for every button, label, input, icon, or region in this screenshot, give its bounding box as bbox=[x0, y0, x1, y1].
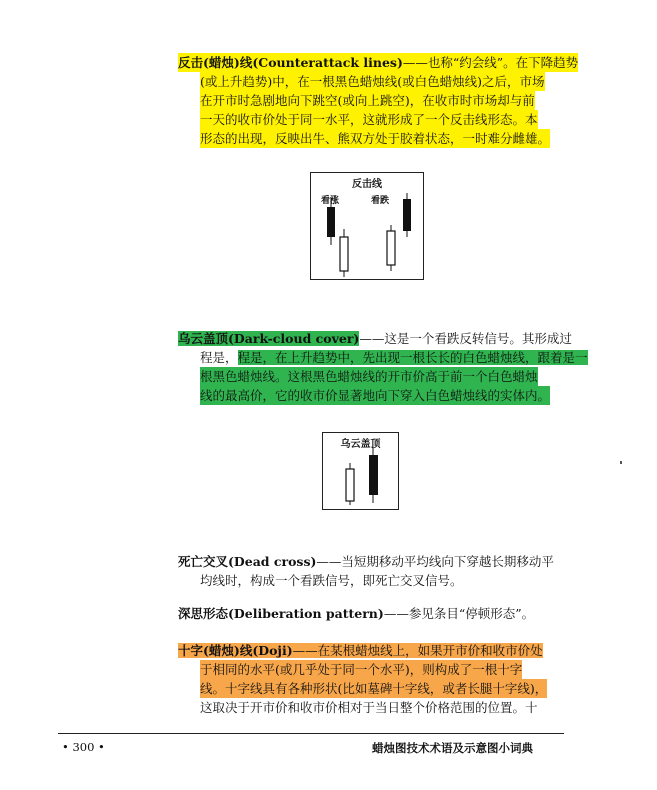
entry-line: 在开市时急剧地向下跳空(或向上跳空)，在收市时市场却与前 bbox=[200, 93, 535, 108]
candle-white-body bbox=[340, 237, 348, 271]
scan-speck bbox=[620, 461, 622, 464]
figure-title: 乌云盖顶 bbox=[340, 439, 381, 450]
entry-line: 一天的收市价处于同一水平，这就形成了一个反击线形态。本 bbox=[200, 112, 538, 127]
entry-line: 均线时，构成一个看跌信号，即死亡交叉信号。 bbox=[200, 573, 463, 588]
candle-black-body bbox=[369, 455, 378, 495]
entry-line: 线的最高价，它的收市价显著地向下穿入白色蜡烛线的实体内。 bbox=[200, 388, 551, 403]
entry-line: 于相同的水平(或几乎处于同一个水平)，则构成了一根十字 bbox=[200, 662, 523, 677]
entry-line: ——也称“约会线”。在下降趋势 bbox=[402, 55, 579, 70]
candle-black-body bbox=[403, 199, 411, 231]
caption-bearish: 看跌 bbox=[371, 196, 390, 206]
entry-line: ——在某根蜡烛线上，如果开市价和收市价处 bbox=[292, 643, 543, 658]
term-deliberation: 深思形态(Deliberation pattern) bbox=[178, 606, 384, 621]
counterattack-candles bbox=[311, 173, 423, 279]
entry-line: 这取决于开市价和收市价相对于当日整个价格范围的位置。十 bbox=[200, 700, 538, 715]
figure-counterattack bbox=[310, 172, 424, 280]
dark-cloud-candles bbox=[323, 433, 398, 509]
candle-white-body bbox=[346, 469, 354, 501]
page-number: • 300 • bbox=[62, 740, 105, 754]
book-title: 蜡烛图技术术语及示意图小词典 bbox=[372, 741, 533, 755]
entry-line: ——参见条目“停顿形态”。 bbox=[383, 606, 535, 621]
term-counterattack: 反击(蜡烛)线(Counterattack lines) bbox=[178, 55, 403, 70]
entry-line-fragment: 程是， bbox=[200, 350, 238, 365]
candle-black-body bbox=[327, 207, 335, 237]
term-dark-cloud: 乌云盖顶(Dark-cloud cover) bbox=[178, 331, 360, 346]
entry-line: ——这是一个看跌反转信号。其形成过 bbox=[359, 331, 572, 346]
figure-dark-cloud bbox=[322, 432, 399, 510]
term-doji: 十字(蜡烛)线(Doji) bbox=[178, 643, 293, 658]
entry-line: ——当短期移动平均线向下穿越长期移动平 bbox=[316, 554, 554, 569]
entry-line: 形态的出现，反映出牛、熊双方处于胶着状态，一时难分雌雄。 bbox=[200, 131, 551, 146]
entry-line: 根黑色蜡烛线。这根黑色蜡烛线的开市价高于前一个白色蜡烛 bbox=[200, 369, 538, 384]
entry-line: (或上升趋势)中，在一根黑色蜡烛线(或白色蜡烛线)之后，市场 bbox=[200, 74, 545, 89]
candle-white-body bbox=[387, 231, 395, 265]
caption-bullish: 看涨 bbox=[321, 196, 340, 206]
figure-title: 反击线 bbox=[352, 179, 382, 190]
entry-line: 线。十字线具有各种形状(比如墓碑十字线，或者长腿十字线)， bbox=[200, 681, 548, 696]
term-dead-cross: 死亡交叉(Dead cross) bbox=[178, 554, 317, 569]
footer-rule bbox=[58, 733, 564, 734]
entry-line: 程是，在上升趋势中，先出现一根长长的白色蜡烛线，跟着是一 bbox=[237, 350, 588, 365]
